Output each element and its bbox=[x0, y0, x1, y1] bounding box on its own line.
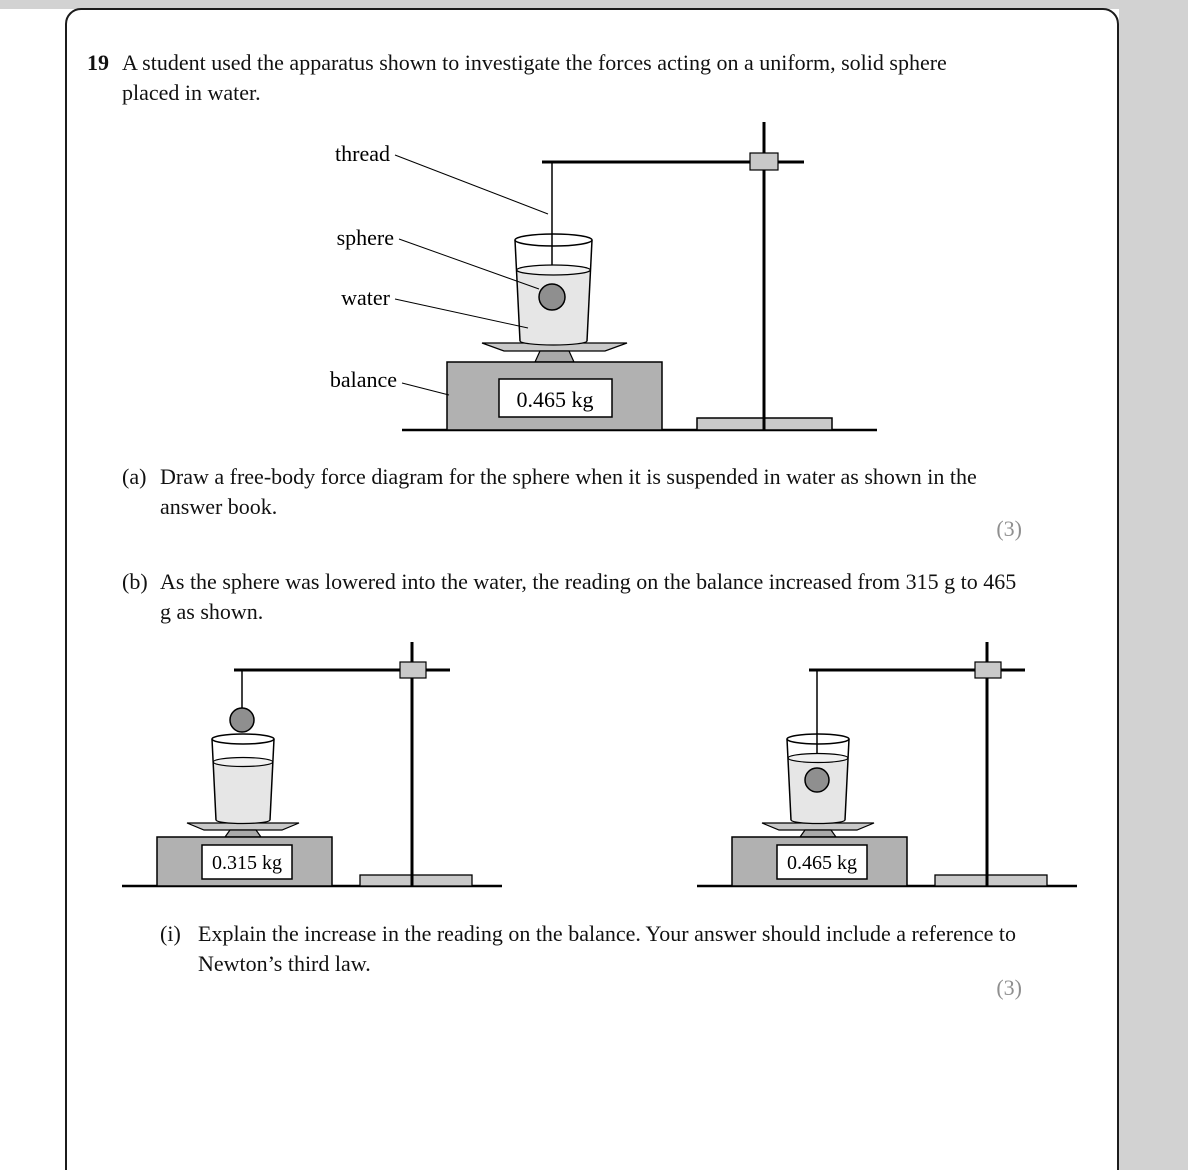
balance bbox=[157, 823, 332, 886]
part-a-text: Draw a free-body force diagram for the sphere when it is suspended in water as shown in the answer book. bbox=[160, 464, 977, 519]
water-surface bbox=[788, 754, 848, 763]
sphere bbox=[230, 708, 254, 732]
part-b-i bbox=[160, 919, 1018, 979]
question-number: 19 bbox=[87, 50, 109, 75]
part-a-marks: (3) bbox=[996, 516, 1022, 541]
beaker bbox=[212, 734, 274, 824]
question-text: A student used the apparatus shown to investigate the forces acting on a uniform, solid sphere placed in water. bbox=[122, 50, 947, 105]
water-surface bbox=[517, 265, 591, 275]
water-surface bbox=[213, 758, 272, 767]
diagram-before-lowering bbox=[122, 637, 512, 892]
part-b-i-text: Explain the increase in the reading on the balance. Your answer should include a reference to Newton’s third law. bbox=[198, 921, 1016, 976]
diagram-labels bbox=[330, 141, 548, 395]
question-header bbox=[87, 48, 1007, 108]
main-apparatus-diagram bbox=[302, 117, 902, 447]
beaker-rim bbox=[787, 734, 849, 744]
label-sphere: sphere bbox=[336, 225, 394, 250]
part-b-text: As the sphere was lowered into the water, the reading on the balance increased from 315 g to 465 g as shown. bbox=[160, 569, 1017, 624]
balance-reading: 0.315 kg bbox=[212, 852, 282, 874]
diagram-after-lowering bbox=[697, 637, 1087, 892]
beaker-rim bbox=[212, 734, 274, 744]
label-balance: balance bbox=[329, 367, 397, 392]
sphere bbox=[539, 284, 565, 310]
sphere bbox=[805, 768, 829, 792]
balance bbox=[447, 343, 662, 430]
balance bbox=[732, 823, 907, 886]
part-a-label: (a) bbox=[122, 464, 147, 489]
part-a bbox=[122, 462, 1010, 522]
beaker-rim bbox=[515, 234, 592, 246]
part-b-i-label: (i) bbox=[160, 921, 181, 946]
right-gray-band bbox=[1119, 0, 1188, 1170]
part-b-i-marks: (3) bbox=[996, 975, 1022, 1000]
question-page bbox=[65, 8, 1119, 1170]
label-water: water bbox=[341, 285, 390, 310]
part-b bbox=[122, 567, 1020, 627]
balance-reading: 0.465 kg bbox=[787, 852, 857, 874]
label-thread: thread bbox=[335, 141, 390, 166]
part-b-label: (b) bbox=[122, 569, 148, 594]
balance-reading: 0.465 kg bbox=[516, 387, 594, 412]
